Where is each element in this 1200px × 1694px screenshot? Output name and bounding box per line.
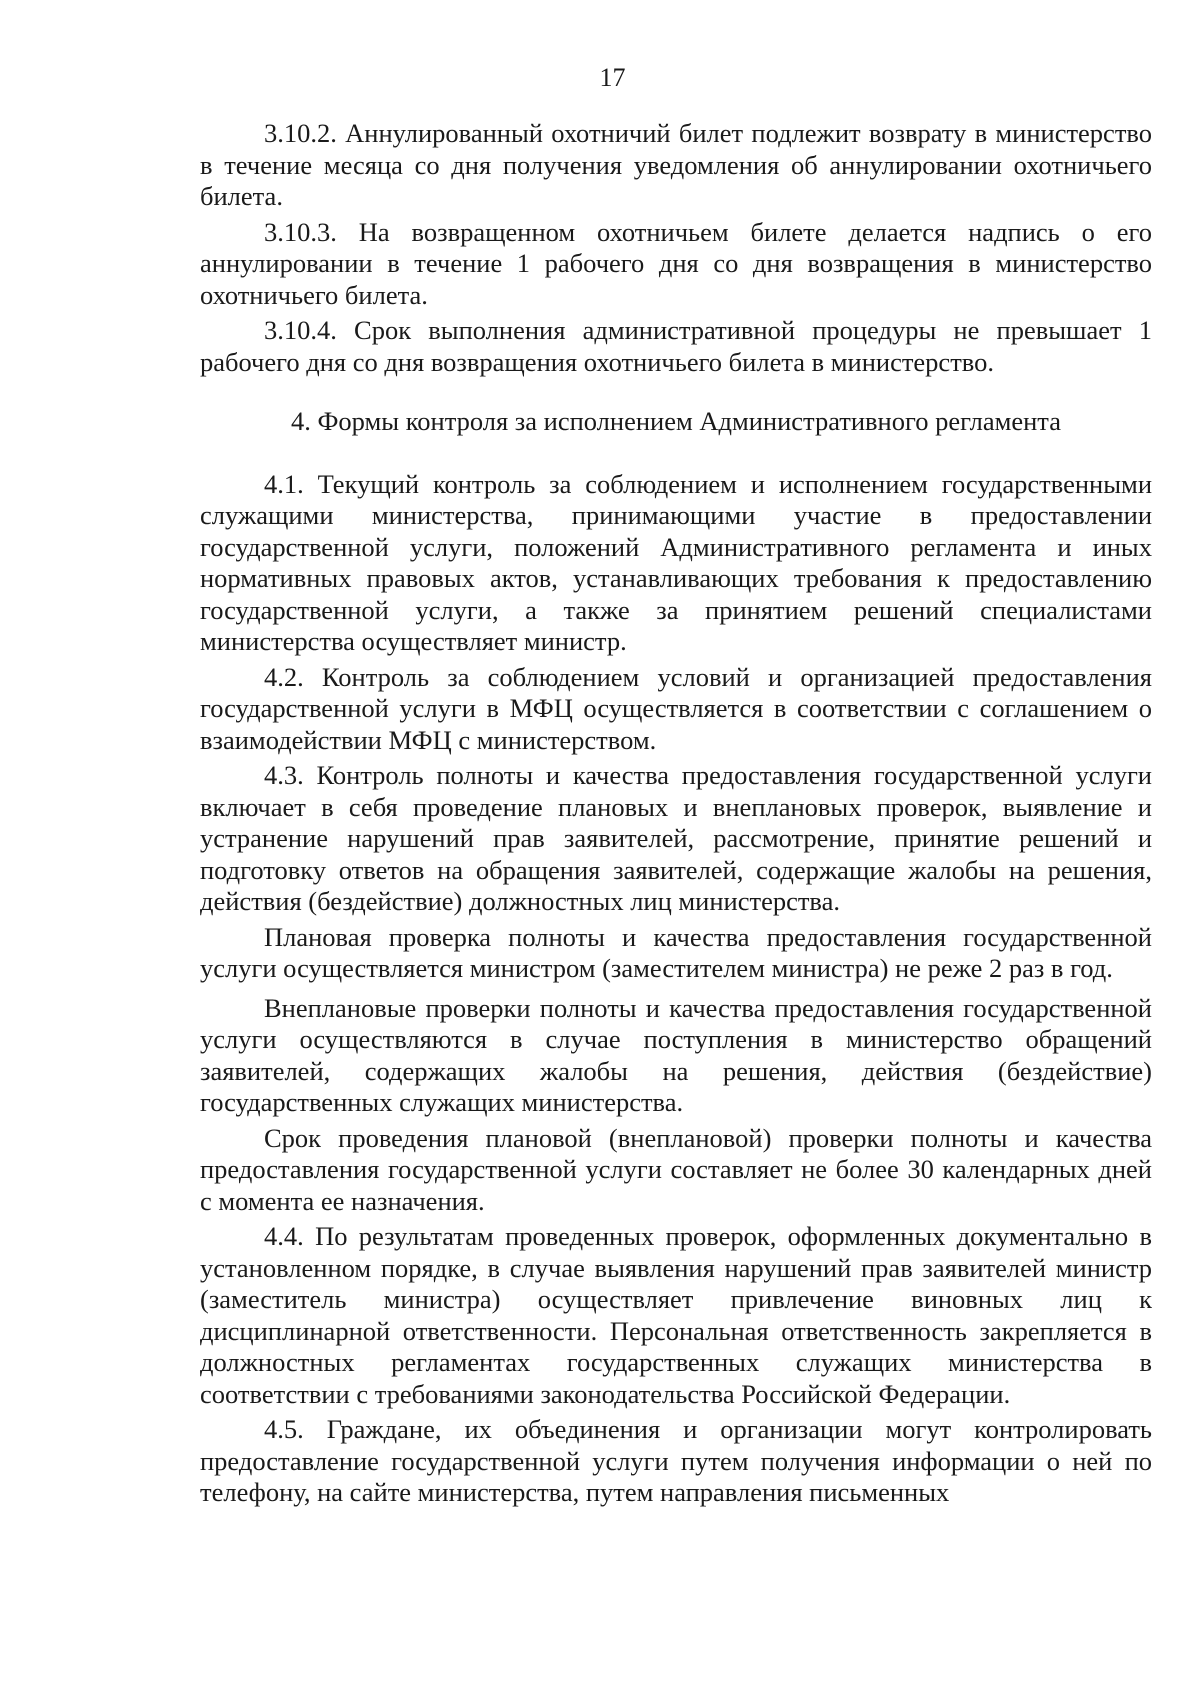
paragraph-4-3: 4.3. Контроль полноты и качества предоставления государственной услуги включает в себя проведение плановых и внеплановых проверок, выявление и устранение нарушений прав заявителей, рассмотрение, принятие решений и подготовку ответов на обращения заявителей, содержащие жалобы на решения, действия (бездействие) должностных лиц министерства. [200, 760, 1152, 916]
paragraph-3-10-2: 3.10.2. Аннулированный охотничий билет подлежит возврату в министерство в течение месяца со дня получения уведомления об аннулировании охотничьего билета. [200, 118, 1152, 211]
paragraph-unplanned-inspection: Внеплановые проверки полноты и качества предоставления государственной услуги осуществляются в случае поступления в министерство обращений заявителей, содержащих жалобы на решения, действия (бездействие) государственных служащих министерства. [200, 992, 1152, 1117]
paragraph-4-1: 4.1. Текущий контроль за соблюдением и исполнением государственными служащими министерства, принимающими участие в предоставлении государственной услуги, положений Административного регламента и иных нормативных правовых актов, устанавливающих требования к предоставлению государственной услуги, а также за принятием решений специалистами министерства осуществляет министр. [200, 468, 1152, 656]
paragraph-3-10-4: 3.10.4. Срок выполнения административной процедуры не превышает 1 рабочего дня со дня возвращения охотничьего билета в министерство. [200, 315, 1152, 377]
document-body [200, 118, 1152, 1513]
paragraph-3-10-3: 3.10.3. На возвращенном охотничьем билете делается надпись о его аннулировании в течение 1 рабочего дня со дня возвращения в министерство охотничьего билета. [200, 216, 1152, 310]
page-number: 17 [599, 63, 626, 92]
section-4-heading: 4. Формы контроля за исполнением Административного регламента [291, 406, 1061, 436]
paragraph-4-5: 4.5. Граждане, их объединения и организации могут контролировать предоставление государственной услуги путем получения информации о ней по телефону, на сайте министерства, путем направления письменных [200, 1414, 1152, 1507]
paragraph-4-4: 4.4. По результатам проведенных проверок, оформленных документально в установленном порядке, в случае выявления нарушений прав заявителей министр (заместитель министра) осуществляет привлечение виновных лиц к дисциплинарной ответственности. Персональная ответственность закрепляется в должностных регламентах государственных служащих министерства в соответствии с требованиями законодательства Российской Федерации. [200, 1221, 1152, 1409]
paragraph-planned-inspection: Плановая проверка полноты и качества предоставления государственной услуги осуществляется министром (заместителем министра) не реже 2 раз в год. [200, 921, 1152, 983]
paragraph-4-2: 4.2. Контроль за соблюдением условий и организацией предоставления государственной услуги в МФЦ осуществляется в соответствии с соглашением о взаимодействии МФЦ с министерством. [200, 661, 1152, 755]
paragraph-inspection-term: Срок проведения плановой (внеплановой) проверки полноты и качества предоставления государственной услуги составляет не более 30 календарных дней с момента ее назначения. [200, 1122, 1152, 1216]
